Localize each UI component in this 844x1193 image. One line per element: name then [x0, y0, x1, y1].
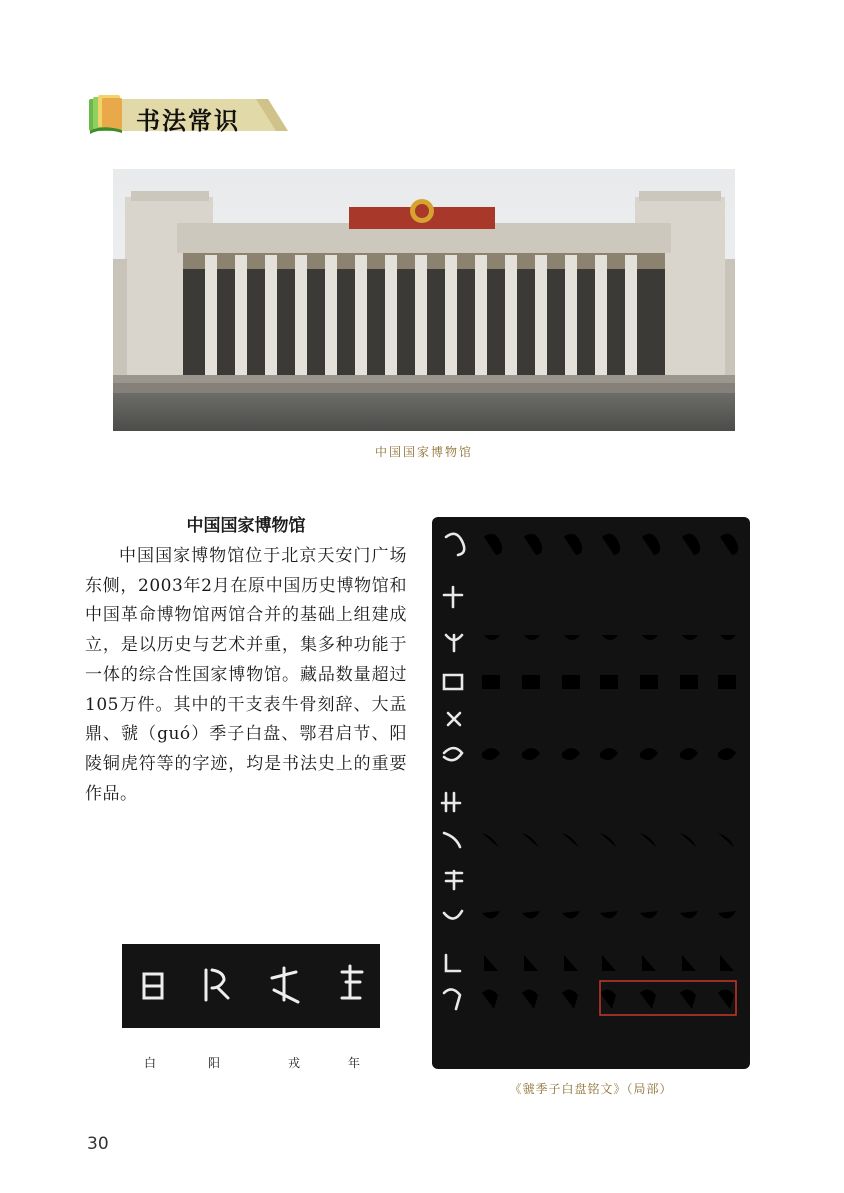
detail-labels	[122, 1054, 380, 1070]
section-title: 书法常识	[136, 106, 240, 135]
detail-glyphs	[122, 944, 380, 1028]
museum-photo	[113, 169, 735, 431]
rubbing-glyphs	[432, 517, 750, 1069]
section-header	[86, 93, 288, 137]
inscription-rubbing	[432, 517, 750, 1069]
article-body: 中国国家博物馆位于北京天安门广场东侧，2003年2月在原中国历史博物馆和中国革命博物馆两馆合并的基础上组建成立，是以历史与艺术并重，集多种功能于一体的综合性国家博物馆。藏品数量超过105万件。其中的干支表牛骨刻辞、大盂鼎、虢（guó）季子白盘、鄂君启节、阳陵铜虎符等的字迹，均是书法史上的重要作品。	[85, 546, 407, 804]
detail-label: 阳	[208, 1056, 221, 1070]
museum-illustration	[113, 169, 735, 431]
detail-strip	[122, 944, 380, 1028]
page-number: 30	[87, 1134, 109, 1154]
article-title: 中国国家博物馆	[186, 516, 306, 536]
detail-label: 戎	[288, 1056, 301, 1070]
detail-label: 白	[144, 1056, 157, 1070]
detail-label: 年	[348, 1056, 361, 1070]
article	[85, 514, 407, 809]
book-icon	[86, 93, 130, 137]
highlight-box	[600, 981, 736, 1015]
rubbing-caption: 《虢季子白盘铭文》（局部）	[509, 1082, 673, 1096]
photo-caption: 中国国家博物馆	[374, 445, 473, 459]
